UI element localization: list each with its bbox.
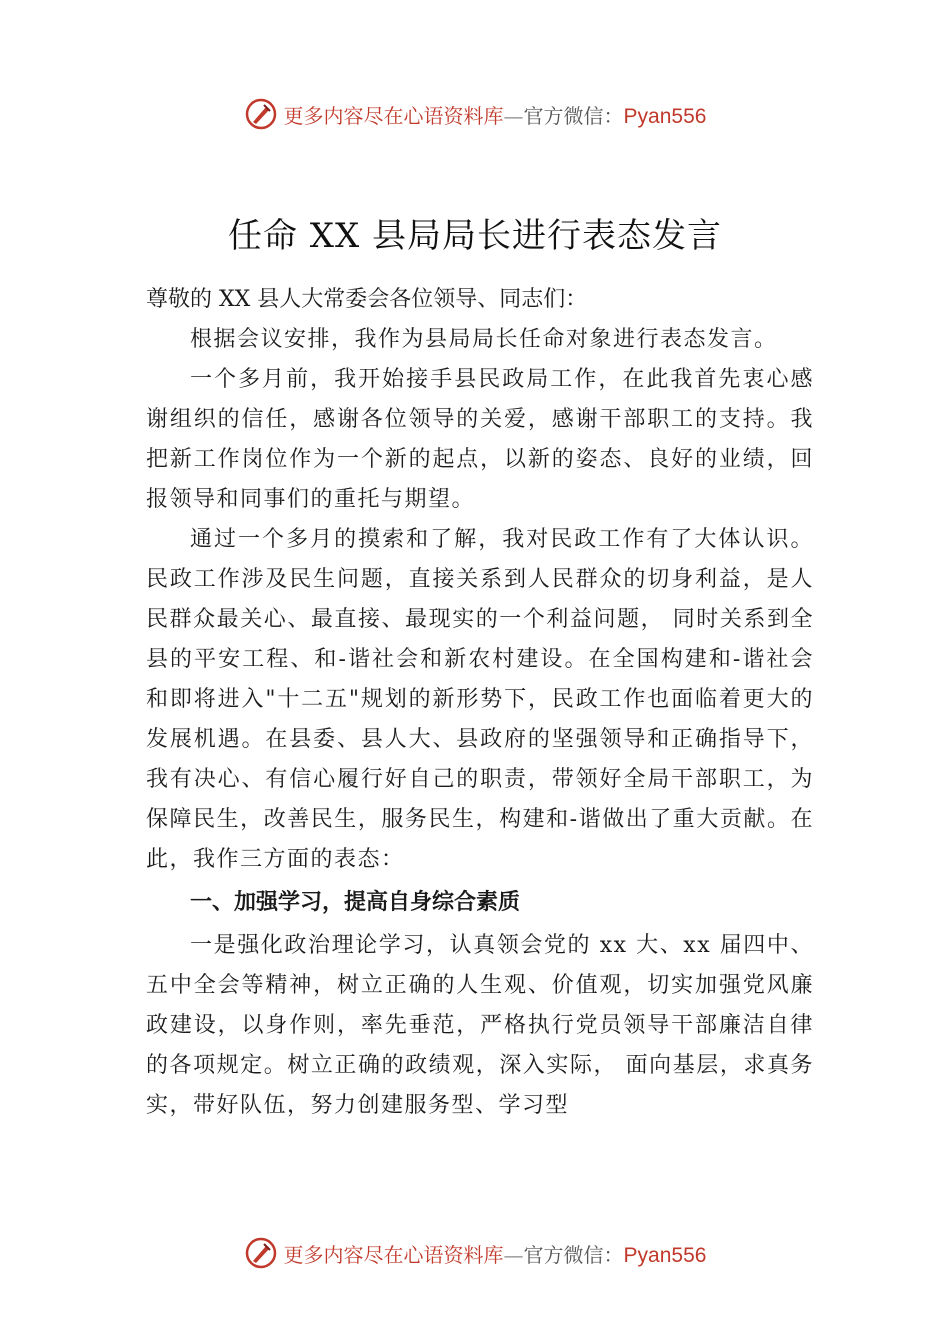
header-banner-text	[284, 100, 707, 129]
footer-banner	[0, 1233, 950, 1273]
section-paragraph: 一是强化政治理论学习，认真领会党的 xx 大、xx 届四中、五中全会等精神，树立正确的人生观、价值观，切实加强党风廉政建设，以身作则，率先垂范，严格执行党员领导干部廉洁自律的各项规定。树立正确的政绩观，深入实际， 面向基层，求真务实，带好队伍，努力创建服务型、学习型	[146, 933, 814, 1118]
footer-banner-wechat-id: Pyan556	[623, 1243, 707, 1267]
paragraph-2: 一个多月前，我开始接手县民政局工作，在此我首先衷心感谢组织的信任，感谢各位领导的关爱，感谢干部职工的支持。我把新工作岗位作为一个新的起点，以新的姿态、良好的业绩，回报领导和同事们的重托与期望。	[146, 367, 814, 512]
paragraph-1: 根据会议安排，我作为县局局长任命对象进行表态发言。	[190, 327, 778, 352]
footer-banner-separator: —	[503, 1242, 524, 1267]
footer-banner-wechat-label: 官方微信：	[523, 1242, 624, 1267]
document-body	[146, 280, 814, 1126]
paragraph-3: 通过一个多月的摸索和了解，我对民政工作有了大体认识。民政工作涉及民生问题，直接关系到人民群众的切身利益，是人民群众最关心、最直接、最现实的一个利益问题， 同时关系到全县的平安工程、和-谐社会和新农村建设。在全国构建和-谐社会和即将进入"十二五"规划的新形势下，民政工作也面临着更大的发展机遇。在县委、县人大、县政府的坚强领导和正确指导下，我有决心、有信心履行好自己的职责，带领好全局干部职工，为保障民生，改善民生，服务民生，构建和-谐做出了重大贡献。在此，我作三方面的表态：	[146, 527, 814, 872]
document-title: 任命 XX 县局局长进行表态发言	[227, 215, 723, 256]
header-banner-slogan: 更多内容尽在心语资料库	[283, 103, 504, 128]
header-banner	[0, 94, 950, 134]
pen-nib-logo-icon	[244, 1236, 278, 1270]
header-banner-wechat-label: 官方微信：	[523, 103, 624, 128]
salutation: 尊敬的 XX 县人大常委会各位领导、同志们：	[146, 287, 588, 312]
footer-banner-text	[284, 1239, 707, 1268]
section-heading: 一、加强学习，提高自身综合素质	[190, 890, 521, 915]
pen-nib-logo-icon	[244, 97, 278, 131]
header-banner-wechat-id: Pyan556	[623, 104, 707, 128]
footer-banner-slogan: 更多内容尽在心语资料库	[283, 1242, 504, 1267]
header-banner-separator: —	[503, 103, 524, 128]
